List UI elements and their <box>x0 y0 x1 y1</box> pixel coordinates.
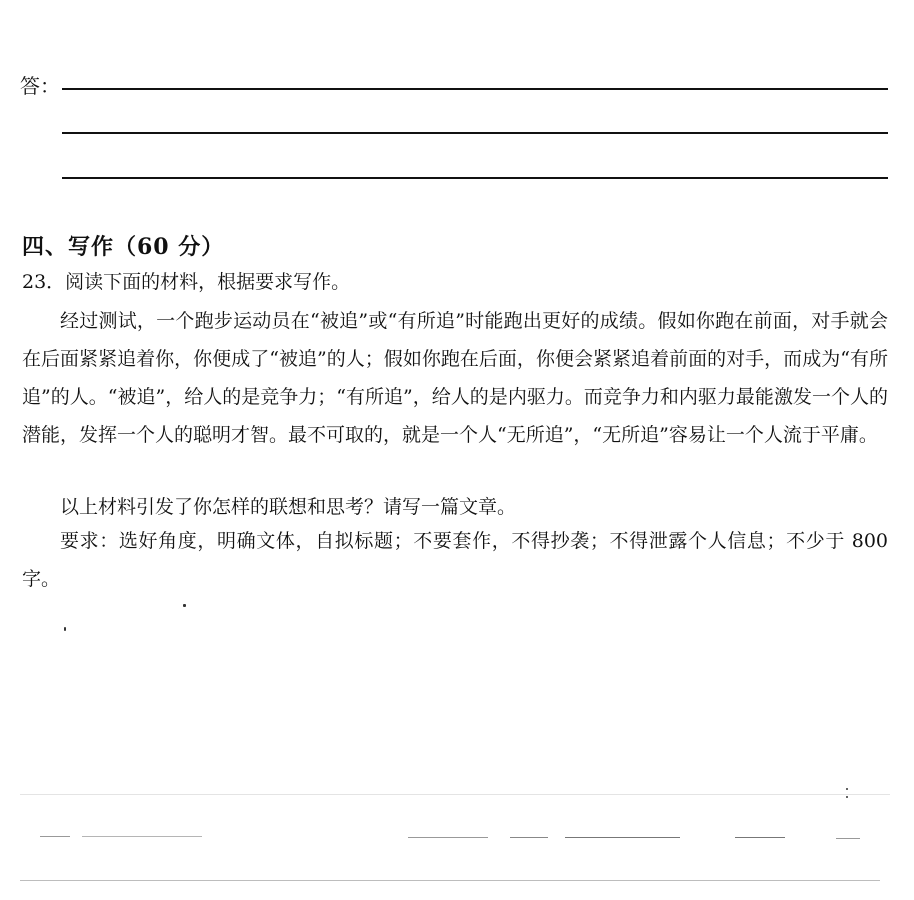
scan-artifact-line <box>20 794 890 795</box>
material-paragraph-3: 要求：选好角度，明确文体，自拟标题；不要套作，不得抄袭；不得泄露个人信息；不少于 800 字。 <box>22 530 888 590</box>
scan-artifact-line <box>510 837 548 838</box>
scan-artifact-line <box>836 838 860 839</box>
scan-speck <box>183 604 186 607</box>
material-paragraph-1: 经过测试，一个跑步运动员在“被追”或“有所追”时能跑出更好的成绩。假如你跑在前面，对手就会在后面紧紧追着你，你便成了“被追”的人；假如你跑在后面，你便会紧紧追着前面的对手，而成为“有所追”的人。“被追”，给人的是竞争力；“有所追”，给人的是内驱力。而竞争力和内驱力最能激发一个人的潜能，发挥一个人的聪明才智。最不可取的，就是一个人“无所追”，“无所追”容易让一个人流于平庸。 <box>22 310 888 446</box>
answer-blank-line-2[interactable] <box>62 132 888 134</box>
scan-speck <box>846 788 848 790</box>
scan-speck <box>64 627 66 631</box>
answer-blank-line-3[interactable] <box>62 177 888 179</box>
scan-artifact-line <box>20 880 880 881</box>
scan-artifact-line <box>408 837 488 838</box>
scan-artifact-line <box>82 836 202 837</box>
answer-blank-line-1[interactable] <box>62 88 888 90</box>
scan-speck <box>846 796 848 798</box>
question-prompt: 23．阅读下面的材料，根据要求写作。 <box>22 271 351 293</box>
section-title: 四、写作（60 分） <box>22 234 225 260</box>
scan-artifact-line <box>565 837 680 838</box>
answer-label: 答： <box>20 74 60 98</box>
scan-artifact-line <box>735 837 785 838</box>
material-paragraph-2: 以上材料引发了你怎样的联想和思考？请写一篇文章。 <box>60 496 517 518</box>
scan-artifact-line <box>40 836 70 837</box>
